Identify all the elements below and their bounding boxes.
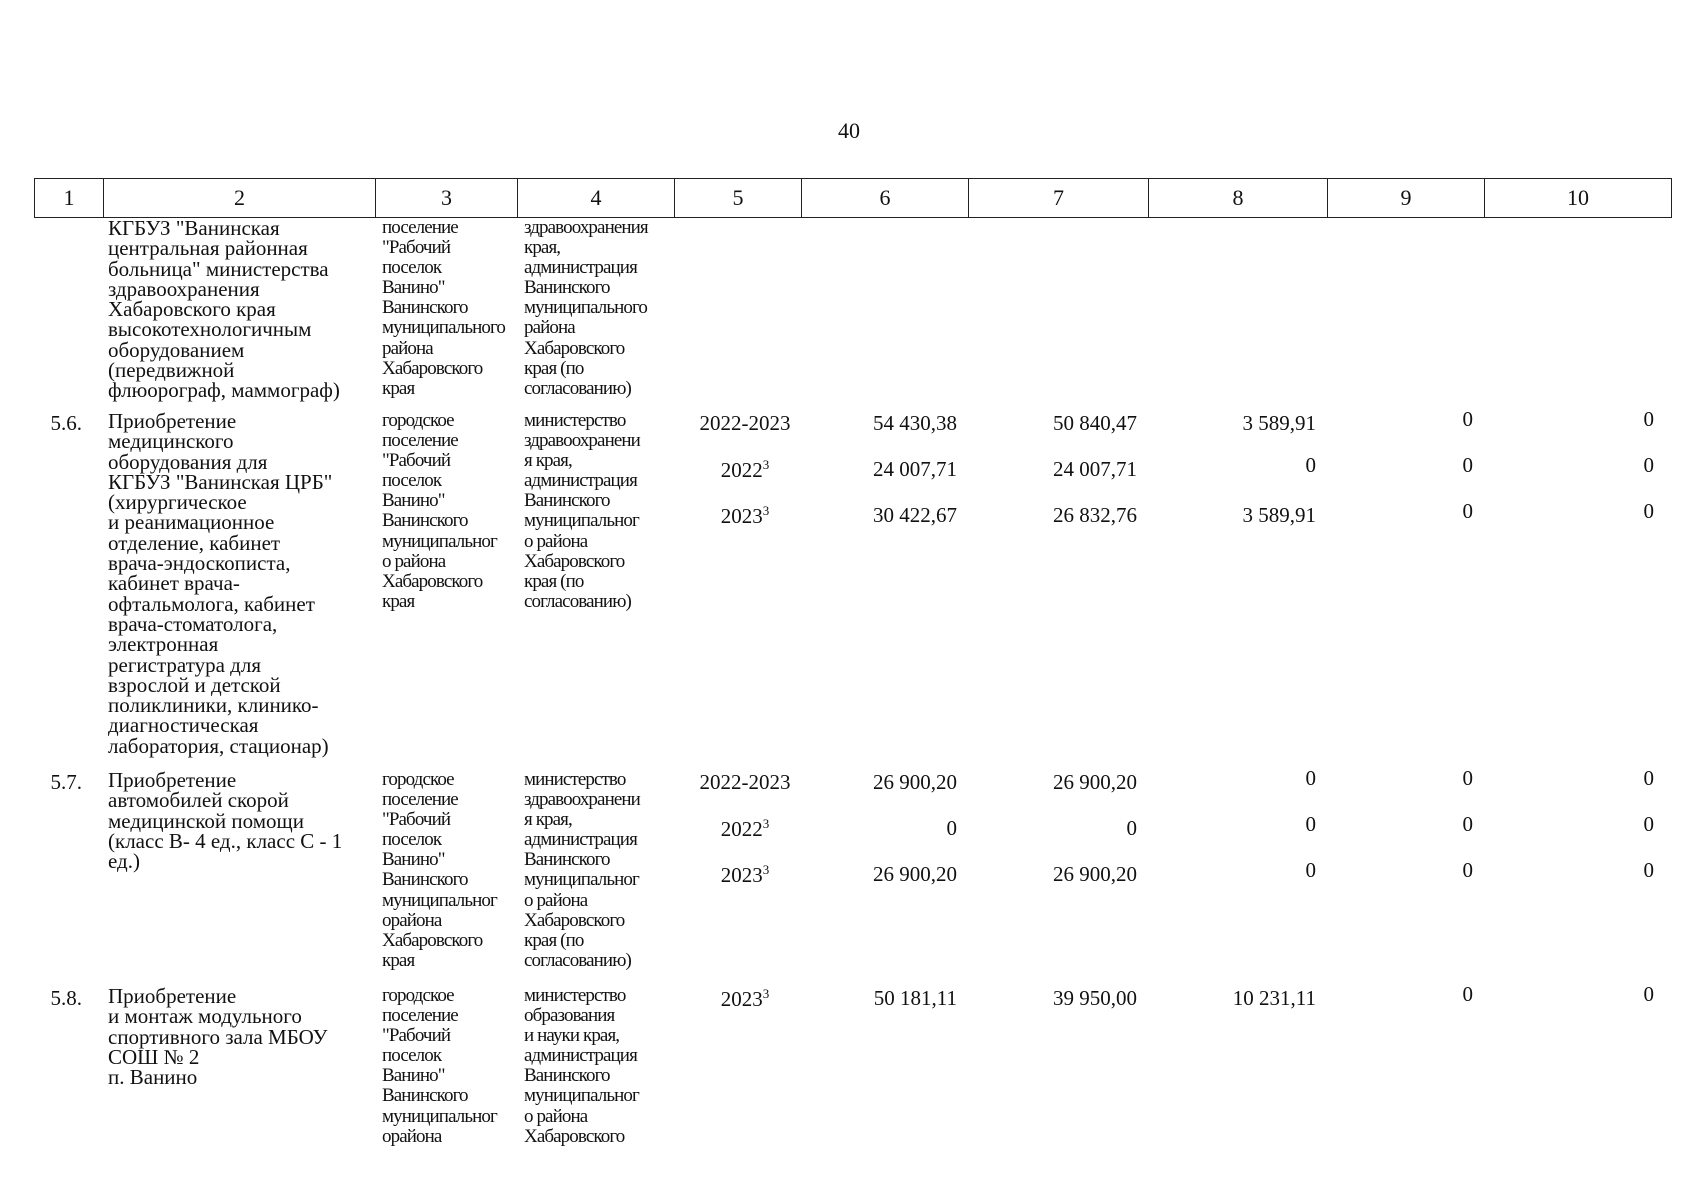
- value-c7: 26 900,20: [1053, 770, 1137, 794]
- text-line: КГБУЗ "Ванинская: [108, 216, 280, 240]
- text-line: Ванино": [382, 849, 445, 871]
- footnote-mark: 3: [762, 503, 770, 518]
- text-line: Ванино": [382, 1065, 445, 1087]
- text-line: городское: [382, 410, 454, 431]
- text-line: (хирургическое: [108, 490, 247, 515]
- row-values: [34, 982, 1672, 1049]
- text-line: (класс В- 4 ед., класс С - 1: [108, 828, 343, 853]
- year-cell: [680, 816, 810, 842]
- row-number: 5.8.: [50, 986, 82, 1010]
- text-line: согласованию): [524, 377, 631, 399]
- value-c8: 0: [1305, 812, 1316, 836]
- value-c10: 0: [1643, 858, 1654, 882]
- value-c7: 0: [1126, 816, 1137, 840]
- value-c7: 50 840,47: [1053, 411, 1137, 435]
- value-c8: 0: [1305, 453, 1316, 477]
- text-line: о района: [524, 530, 588, 552]
- year-cell: [680, 411, 810, 436]
- value-c6: 30 422,67: [873, 503, 957, 527]
- text-line: больница" министерства: [108, 256, 329, 281]
- year-cell: [680, 770, 810, 795]
- text-line: электронная: [108, 632, 219, 657]
- text-line: образования: [524, 1005, 615, 1027]
- text-line: регистратура для: [108, 652, 261, 677]
- text-line: поселение: [382, 430, 458, 452]
- text-line: я края,: [524, 809, 572, 831]
- footnote-mark: 3: [762, 986, 770, 1001]
- text-line: администрация: [524, 829, 637, 851]
- text-line: поселение: [382, 789, 458, 811]
- text-line: СОШ № 2: [108, 1044, 200, 1069]
- text-line: Приобретение: [108, 768, 237, 792]
- text-line: края (по: [524, 357, 584, 379]
- row-number: 5.7.: [50, 770, 82, 794]
- value-c9: 0: [1462, 407, 1473, 431]
- text-line: Хабаровского: [524, 1125, 625, 1147]
- text-line: орайона: [382, 1125, 442, 1147]
- text-line: края: [382, 377, 415, 399]
- header-col-9: 9: [1328, 179, 1485, 217]
- text-line: (передвижной: [108, 358, 235, 383]
- text-line: автомобилей скорой: [108, 788, 289, 813]
- text-line: п. Ванино: [108, 1065, 198, 1090]
- continuation-description: [108, 218, 378, 401]
- text-line: поселок: [382, 470, 442, 492]
- year-text: 2022: [720, 458, 763, 482]
- text-line: поселение: [382, 1005, 458, 1027]
- value-c8: 0: [1305, 766, 1316, 790]
- value-c8: 3 589,91: [1242, 411, 1316, 435]
- text-line: поселок: [382, 257, 442, 279]
- text-line: министерство: [524, 769, 626, 790]
- text-line: я края,: [524, 450, 572, 472]
- text-line: министерство: [524, 410, 626, 431]
- text-line: Хабаровского: [382, 929, 483, 951]
- text-line: поселение: [382, 217, 458, 238]
- header-col-8: 8: [1149, 179, 1328, 217]
- year-text: 2023: [720, 504, 763, 528]
- text-line: Ванино": [382, 277, 445, 299]
- text-line: и науки края,: [524, 1025, 620, 1047]
- text-line: врача-стоматолога,: [108, 611, 278, 636]
- text-line: здравоохранени: [524, 430, 640, 452]
- row-values: [34, 766, 1672, 910]
- table-header: [34, 178, 1672, 218]
- text-line: Приобретение: [108, 984, 237, 1008]
- text-line: медицинской помощи: [108, 808, 304, 833]
- text-line: Хабаровского: [524, 337, 625, 359]
- year-text: 2022-2023: [699, 411, 791, 435]
- row-number: 5.6.: [50, 411, 82, 435]
- text-line: администрация: [524, 1045, 637, 1067]
- continuation-location: [382, 218, 522, 399]
- year-text: 2022-2023: [699, 770, 791, 794]
- page-number: 40: [838, 118, 860, 143]
- text-line: ед.): [108, 849, 140, 874]
- text-line: края: [382, 949, 415, 971]
- text-line: орайона: [382, 909, 442, 931]
- text-line: и реанимационное: [108, 510, 275, 535]
- value-c10: 0: [1643, 812, 1654, 836]
- header-col-5: 5: [675, 179, 802, 217]
- text-line: муниципальног: [382, 1105, 497, 1127]
- text-line: края,: [524, 237, 561, 259]
- value-c7: 24 007,71: [1053, 457, 1137, 481]
- text-line: городское: [382, 985, 454, 1006]
- text-line: кабинет врача-: [108, 571, 240, 596]
- text-line: отделение, кабинет: [108, 530, 281, 555]
- text-line: центральная районная: [108, 236, 308, 261]
- text-line: Ванинского: [524, 849, 610, 871]
- footnote-mark: 3: [762, 816, 770, 831]
- text-line: спортивного зала МБОУ: [108, 1024, 328, 1049]
- text-line: поликлиники, клинико-: [108, 693, 319, 718]
- text-line: муниципальног: [382, 530, 497, 552]
- text-line: Приобретение: [108, 409, 237, 433]
- text-line: Ванинского: [382, 869, 468, 891]
- text-line: Хабаровского: [524, 909, 625, 931]
- text-line: диагностическая: [108, 713, 259, 738]
- text-line: администрация: [524, 257, 637, 279]
- header-col-4: 4: [518, 179, 675, 217]
- text-line: о района: [382, 550, 446, 572]
- text-line: высокотехнологичным: [108, 317, 312, 342]
- text-line: района: [524, 317, 575, 339]
- value-c10: 0: [1643, 453, 1654, 477]
- text-line: Хабаровского края: [108, 297, 276, 322]
- year-cell: [680, 862, 810, 888]
- text-line: Ванинского: [524, 277, 610, 299]
- text-line: муниципальног: [524, 1085, 639, 1107]
- header-col-1: 1: [35, 179, 104, 217]
- text-line: Хабаровского: [382, 570, 483, 592]
- text-line: края (по: [524, 929, 584, 951]
- text-line: "Рабочий: [382, 809, 451, 831]
- text-line: оборудования для: [108, 449, 268, 474]
- value-c6: 54 430,38: [873, 411, 957, 435]
- value-c8: 10 231,11: [1232, 986, 1316, 1010]
- text-line: муниципальног: [524, 510, 639, 532]
- header-col-3: 3: [376, 179, 518, 217]
- text-line: Хабаровского: [382, 357, 483, 379]
- text-line: КГБУЗ "Ванинская ЦРБ": [108, 469, 333, 494]
- text-line: оборудованием: [108, 337, 245, 362]
- year-text: 2023: [720, 863, 763, 887]
- value-c6: 50 181,11: [873, 986, 957, 1010]
- text-line: Ванинского: [382, 510, 468, 532]
- text-line: края: [382, 590, 415, 612]
- text-line: городское: [382, 769, 454, 790]
- value-c9: 0: [1462, 766, 1473, 790]
- text-line: муниципальног: [382, 889, 497, 911]
- value-c10: 0: [1643, 766, 1654, 790]
- text-line: края (по: [524, 570, 584, 592]
- year-cell: [680, 503, 810, 529]
- header-col-2: 2: [104, 179, 376, 217]
- value-c9: 0: [1462, 982, 1473, 1006]
- text-line: муниципального: [382, 317, 505, 339]
- value-c9: 0: [1462, 858, 1473, 882]
- continuation-executor: [524, 218, 700, 399]
- text-line: о района: [524, 1105, 588, 1127]
- text-line: согласованию): [524, 949, 631, 971]
- text-line: согласованию): [524, 590, 631, 612]
- text-line: врача-эндоскописта,: [108, 551, 291, 576]
- value-c10: 0: [1643, 407, 1654, 431]
- text-line: поселок: [382, 829, 442, 851]
- text-line: муниципальног: [524, 869, 639, 891]
- value-c9: 0: [1462, 499, 1473, 523]
- text-line: здравоохранени: [524, 789, 640, 811]
- footnote-mark: 3: [762, 862, 770, 877]
- text-line: "Рабочий: [382, 237, 451, 259]
- value-c9: 0: [1462, 812, 1473, 836]
- header-col-7: 7: [969, 179, 1149, 217]
- text-line: поселок: [382, 1045, 442, 1067]
- value-c6: 24 007,71: [873, 457, 957, 481]
- value-c7: 26 900,20: [1053, 862, 1137, 886]
- text-line: медицинского: [108, 429, 234, 454]
- text-line: муниципального: [524, 297, 647, 319]
- text-line: о района: [524, 889, 588, 911]
- value-c10: 0: [1643, 982, 1654, 1006]
- text-line: "Рабочий: [382, 450, 451, 472]
- value-c8: 0: [1305, 858, 1316, 882]
- row-values: [34, 407, 1672, 555]
- text-line: Ванино": [382, 490, 445, 512]
- text-line: Хабаровского: [524, 550, 625, 572]
- value-c7: 39 950,00: [1053, 986, 1137, 1010]
- footnote-mark: 3: [762, 457, 770, 472]
- header-col-10: 10: [1567, 185, 1589, 210]
- text-line: министерство: [524, 985, 626, 1006]
- text-line: лаборатория, стационар): [108, 733, 329, 758]
- text-line: флюорограф, маммограф): [108, 378, 340, 403]
- text-line: Ванинского: [382, 1085, 468, 1107]
- text-line: взрослой и детской: [108, 672, 281, 697]
- text-line: и монтаж модульного: [108, 1004, 302, 1029]
- text-line: района: [382, 337, 433, 359]
- text-line: Ванинского: [524, 490, 610, 512]
- text-line: "Рабочий: [382, 1025, 451, 1047]
- text-line: здравоохранения: [524, 217, 648, 238]
- value-c6: 26 900,20: [873, 862, 957, 886]
- value-c6: 26 900,20: [873, 770, 957, 794]
- text-line: офтальмолога, кабинет: [108, 591, 315, 616]
- year-text: 2023: [720, 987, 763, 1011]
- text-line: администрация: [524, 470, 637, 492]
- text-line: здравоохранения: [108, 276, 260, 301]
- year-cell: [680, 457, 810, 483]
- year-text: 2022: [720, 817, 763, 841]
- value-c9: 0: [1462, 453, 1473, 477]
- year-cell: [680, 986, 810, 1012]
- header-col-6: 6: [802, 179, 969, 217]
- text-line: Ванинского: [382, 297, 468, 319]
- text-line: Ванинского: [524, 1065, 610, 1087]
- value-c10: 0: [1643, 499, 1654, 523]
- value-c6: 0: [946, 816, 957, 840]
- value-c7: 26 832,76: [1053, 503, 1137, 527]
- value-c8: 3 589,91: [1242, 503, 1316, 527]
